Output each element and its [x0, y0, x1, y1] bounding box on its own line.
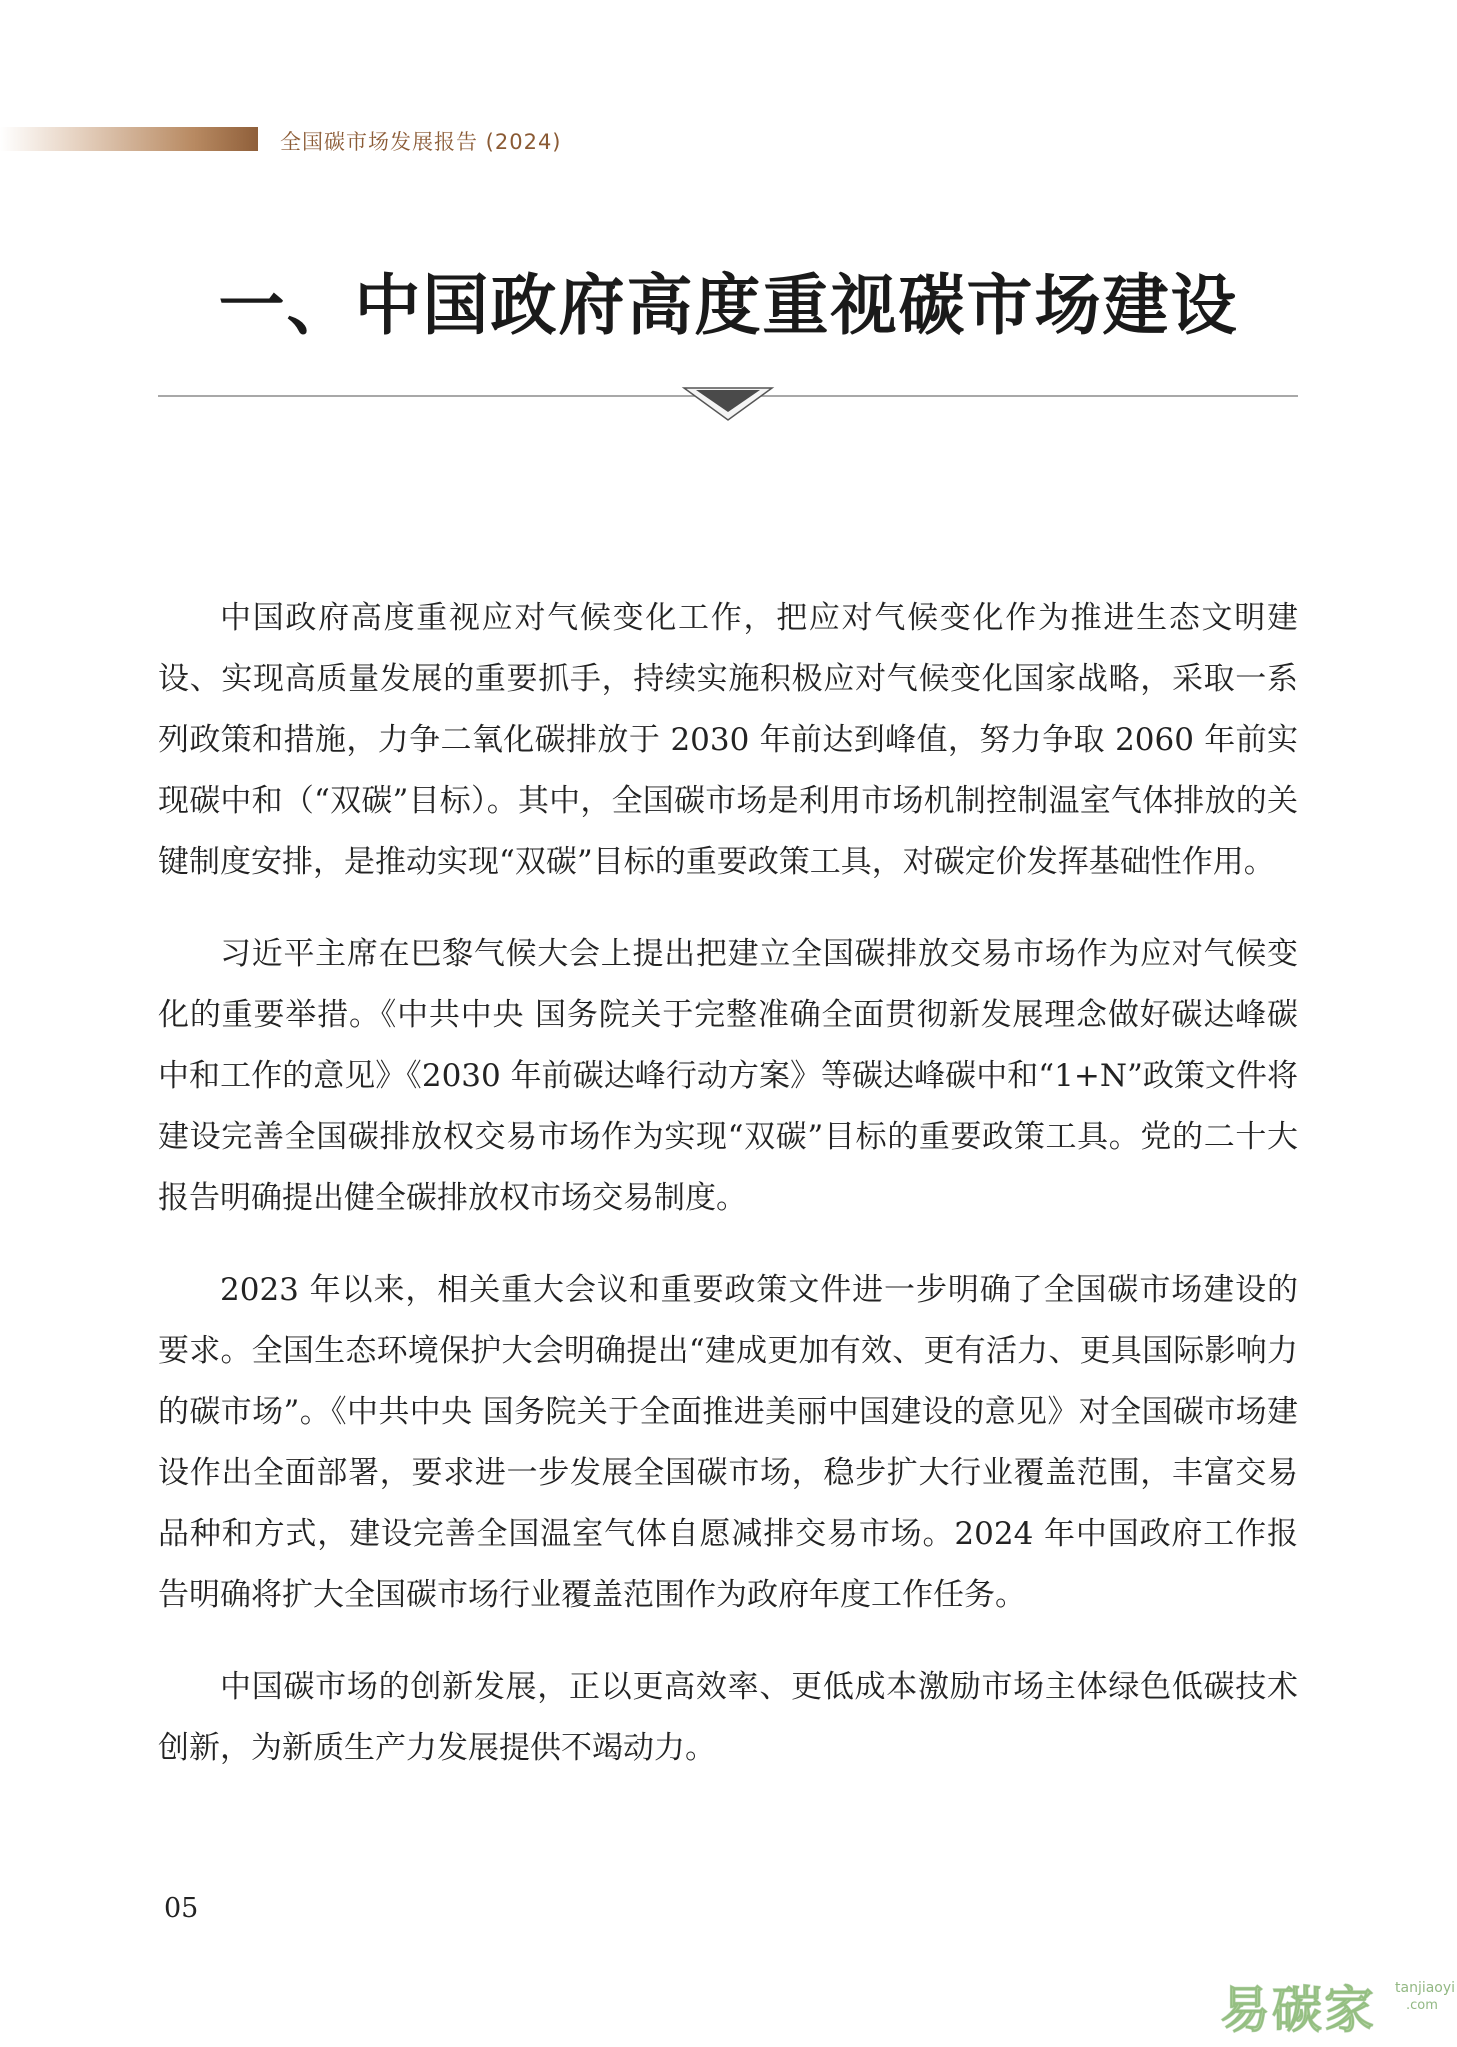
- section-title: 一、中国政府高度重视碳市场建设: [218, 266, 1239, 344]
- watermark-brand: 易碳家: [1220, 1981, 1376, 2039]
- watermark-domain: tanjiaoyi: [1395, 1980, 1456, 1996]
- title-divider: [158, 384, 1298, 434]
- paragraph: 中国政府高度重视应对气候变化工作，把应对气候变化作为推进生态文明建设、实现高质量发展的重要抓手，持续实施积极应对气候变化国家战略，采取一系列政策和措施，力争二氧化碳排放于 2030 年前达到峰值，努力争取 2060 年前实现碳中和（“双碳”目标）。其中，全国碳市场是利用市场机制控制温室气体排放的关键制度安排，是推动实现“双碳”目标的重要政策工具，对碳定价发挥基础性作用。: [158, 600, 1298, 880]
- paragraph: 习近平主席在巴黎气候大会上提出把建立全国碳排放交易市场作为应对气候变化的重要举措。《中共中央 国务院关于完整准确全面贯彻新发展理念做好碳达峰碳中和工作的意见》《2030 年前碳达峰行动方案》等碳达峰碳中和“1+N”政策文件将建设完善全国碳排放权交易市场作为实现“双碳”目标的重要政策工具。党的二十大报告明确提出健全碳排放权市场交易制度。: [158, 936, 1298, 1216]
- watermark-domain-suffix: .com: [1406, 1998, 1438, 2013]
- header-accent-bar: [0, 127, 258, 151]
- body-text: [158, 588, 1298, 1810]
- paragraph: 2023 年以来，相关重大会议和重要政策文件进一步明确了全国碳市场建设的要求。全国生态环境保护大会明确提出“建成更加有效、更有活力、更具国际影响力的碳市场”。《中共中央 国务院关于全面推进美丽中国建设的意见》对全国碳市场建设作出全面部署，要求进一步发展全国碳市场，稳步扩大行业覆盖范围，丰富交易品种和方式，建设完善全国温室气体自愿减排交易市场。2024 年中国政府工作报告明确将扩大全国碳市场行业覆盖范围作为政府年度工作任务。: [158, 1272, 1298, 1613]
- watermark-logo: [1220, 1968, 1456, 2040]
- running-header: 全国碳市场发展报告 (2024): [280, 130, 562, 154]
- paragraph: 中国碳市场的创新发展，正以更高效率、更低成本激励市场主体绿色低碳技术创新，为新质生产力发展提供不竭动力。: [158, 1669, 1298, 1766]
- page-number: 05: [164, 1893, 199, 1924]
